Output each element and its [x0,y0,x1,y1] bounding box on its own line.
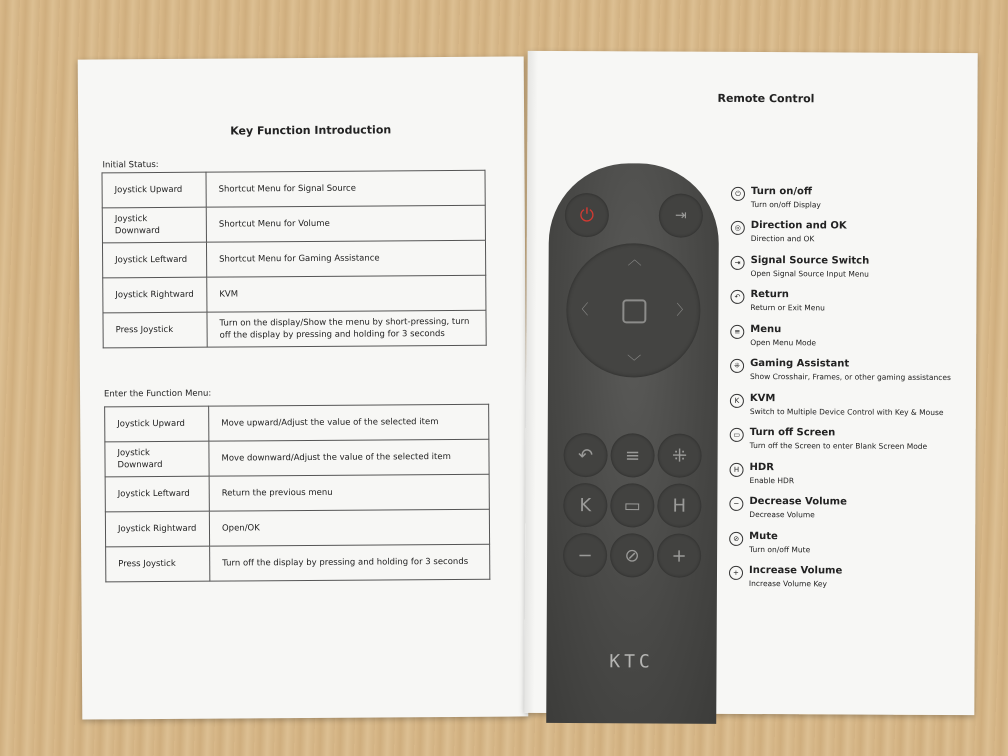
crosshair-icon: ⁜ [658,434,702,478]
direction-pad [566,243,701,378]
function-menu-label: Enter the Function Menu: [104,388,212,400]
function-name: Decrease Volume [749,495,847,508]
function-name: Direction and OK [750,219,847,232]
chevron-right-icon: 〉 [676,302,691,319]
function-name: HDR [749,461,774,474]
function-name: KVM [749,392,776,405]
left-page [78,56,529,719]
function-desc: Return or Exit Menu [750,302,825,313]
function-name: Turn off Screen [749,426,836,439]
table-row [103,275,486,313]
table-row [103,310,486,348]
mute-icon: ⊘ [729,532,743,546]
function-cell: Turn off the display by pressing and holding for 3 seconds [210,544,490,581]
initial-status-table [101,170,486,349]
function-menu-table [104,404,490,583]
function-desc: Open Signal Source Input Menu [750,268,869,279]
function-desc: Turn on/off Display [750,199,821,210]
function-desc: Switch to Multiple Device Control with Key & Mouse [749,406,944,418]
hdr-icon: H [657,484,701,528]
remote-brand-logo: KTC [609,651,654,673]
minus-icon: − [729,497,743,511]
function-desc: Turn off the Screen to enter Blank Screen Mode [749,440,928,451]
table-row [105,474,489,512]
function-name: Signal Source Switch [750,254,870,267]
key-cell: Joystick Upward [102,172,206,208]
function-cell: KVM [207,275,486,312]
function-name: Gaming Assistant [750,357,850,370]
menu-icon: ≡ [730,325,744,339]
table-row [105,509,489,547]
mute-icon: ⊘ [610,533,654,577]
function-desc: Show Crosshair, Frames, or other gaming assistances [750,371,951,383]
table-row [105,439,489,477]
signal-source-icon: ⇥ [659,194,703,238]
function-desc: Direction and OK [750,233,815,244]
ok-icon [622,299,646,323]
function-desc: Turn on/off Mute [749,544,811,555]
crosshair-icon: ⁜ [730,359,744,373]
plus-icon: + [657,534,701,578]
key-cell: Joystick Leftward [102,242,206,278]
chevron-left-icon: 〈 [574,302,589,319]
chevron-up-icon: ︿ [627,252,642,269]
function-cell: Open/OK [209,509,489,546]
function-cell: Shortcut Menu for Gaming Assistance [206,240,485,277]
initial-status-label: Initial Status: [102,160,159,171]
function-cell: Return the previous menu [209,474,489,511]
table-row [102,205,485,243]
kvm-icon: K [730,394,744,408]
key-cell: Press Joystick [106,546,210,582]
function-cell: Shortcut Menu for Signal Source [206,170,485,207]
function-desc: Open Menu Mode [750,337,817,348]
direction-ok-icon: ◎ [731,221,745,235]
key-cell: Press Joystick [103,312,207,348]
kvm-icon: K [563,483,607,527]
function-desc: Increase Volume Key [748,578,827,589]
table-row [102,240,485,278]
minus-icon: − [563,533,607,577]
right-page-title: Remote Control [717,91,815,106]
key-cell: Joystick Rightward [105,511,209,547]
function-name: Menu [750,323,782,336]
hdr-icon: H [730,463,744,477]
key-cell: Joystick Leftward [105,476,209,512]
function-cell: Turn on the display/Show the menu by short-pressing, turn off the display by pressing and holding for 3 seconds [207,310,486,347]
power-icon: ⏻ [731,187,745,201]
right-page [524,51,977,715]
return-icon: ↶ [564,433,608,477]
table-row [106,544,490,582]
signal-source-icon: ⇥ [731,256,745,270]
key-cell: Joystick Rightward [103,277,207,313]
screen-off-icon: ▭ [610,483,654,527]
key-cell: Joystick Upward [105,406,209,442]
key-cell: Joystick Downward [102,207,206,243]
table-row [105,404,489,442]
function-desc: Decrease Volume [749,509,815,520]
function-cell: Move downward/Adjust the value of the selected item [209,439,489,476]
function-name: Return [750,288,789,301]
function-cell: Move upward/Adjust the value of the selected item [209,404,489,441]
function-name: Turn on/off [750,185,813,198]
power-icon: ⏻ [565,193,609,237]
remote-control-illustration [546,163,719,724]
chevron-down-icon: ﹀ [627,354,642,371]
key-cell: Joystick Downward [105,441,209,477]
function-desc: Enable HDR [749,475,795,486]
screen-off-icon: ▭ [730,428,744,442]
plus-icon: + [729,566,743,580]
table-row [102,170,485,208]
return-icon: ↶ [730,290,744,304]
left-page-title: Key Function Introduction [230,123,392,138]
menu-icon: ≡ [611,433,655,477]
function-name: Mute [749,530,778,543]
function-name: Increase Volume [748,564,843,577]
function-cell: Shortcut Menu for Volume [206,205,485,242]
